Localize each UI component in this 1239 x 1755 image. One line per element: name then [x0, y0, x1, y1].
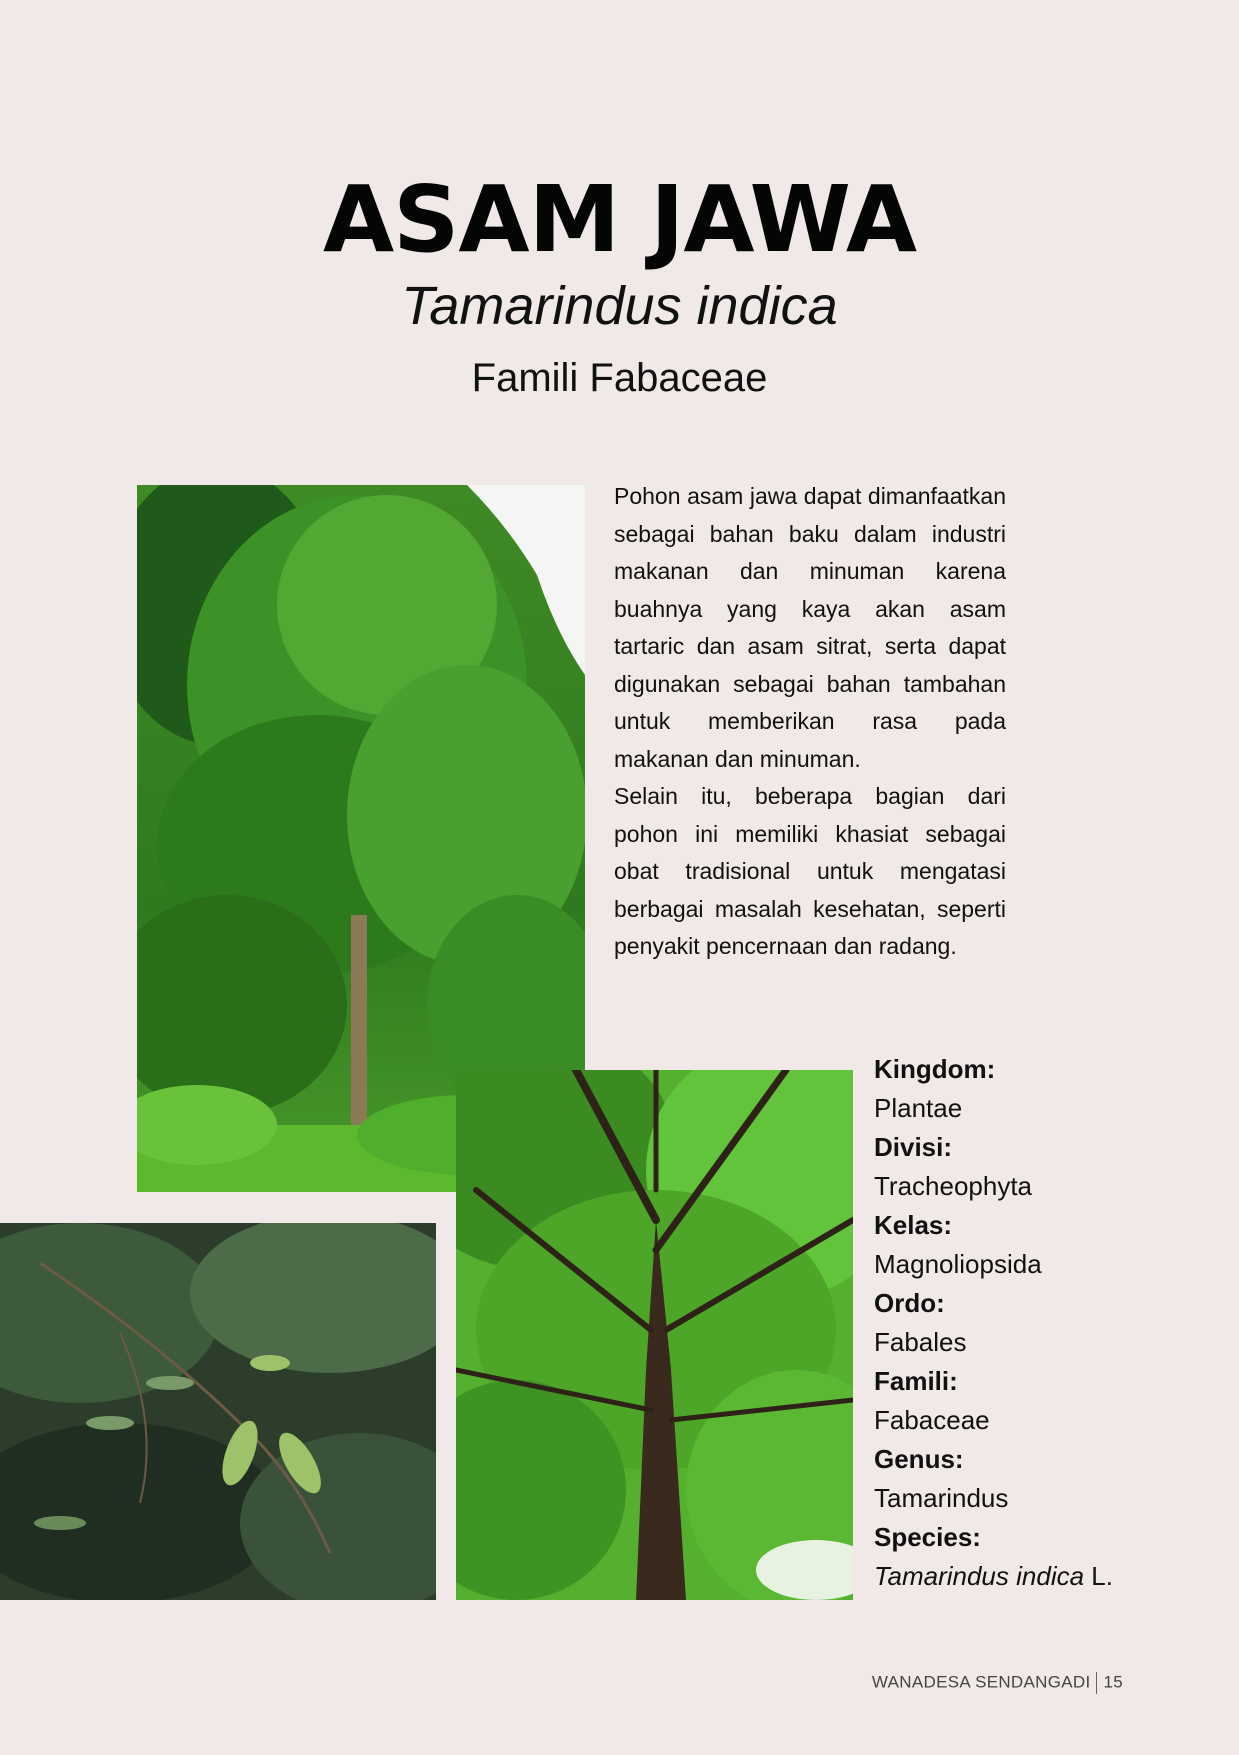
- description: [614, 478, 1006, 966]
- ordo-label: Ordo:: [874, 1288, 945, 1318]
- species-author: L.: [1091, 1561, 1113, 1591]
- divisi-value: Tracheophyta: [874, 1171, 1033, 1201]
- footer-divider: [1096, 1672, 1097, 1694]
- kelas-label: Kelas:: [874, 1210, 953, 1240]
- species-genus: Tamarindus: [874, 1561, 1009, 1591]
- page-number: 15: [1103, 1672, 1123, 1692]
- description-paragraph: Selain itu, beberapa bagian dari pohon ini memiliki khasiat sebagai obat tradisional untuk mengatasi berbagai masalah kesehatan, seperti penyakit pencernaan dan radang.: [614, 783, 1006, 959]
- description-paragraph: Pohon asam jawa dapat dimanfaatkan sebagai bahan baku dalam industri makanan dan minuman karena buahnya yang kaya akan asam tartaric dan asam sitrat, serta dapat digunakan sebagai bahan tambahan untuk memberikan rasa pada makanan dan minuman.: [614, 483, 1006, 772]
- famili-label: Famili:: [874, 1366, 958, 1396]
- publication-name: WANADESA SENDANGADI: [871, 1672, 1091, 1692]
- leaves-photo: [0, 1223, 436, 1600]
- species-value: [874, 1557, 1194, 1596]
- page-title: ASAM JAWA: [322, 166, 917, 273]
- family-name: Famili Fabaceae: [471, 356, 768, 400]
- ordo-value: Fabales: [874, 1327, 967, 1357]
- genus-label: Genus:: [874, 1444, 964, 1474]
- page-footer: [872, 1672, 1123, 1694]
- latin-name: Tamarindus indica: [401, 276, 838, 336]
- kingdom-value: Plantae: [874, 1093, 963, 1123]
- kelas-value: Magnoliopsida: [874, 1249, 1042, 1279]
- canopy-photo: [456, 1070, 853, 1600]
- divisi-label: Divisi:: [874, 1132, 953, 1162]
- species-epithet: indica: [1016, 1561, 1085, 1591]
- species-label: Species:: [874, 1522, 981, 1552]
- kingdom-label: Kingdom:: [874, 1054, 996, 1084]
- genus-value: Tamarindus: [874, 1483, 1009, 1513]
- taxonomy-list: [874, 1050, 1194, 1596]
- famili-value: Fabaceae: [874, 1405, 990, 1435]
